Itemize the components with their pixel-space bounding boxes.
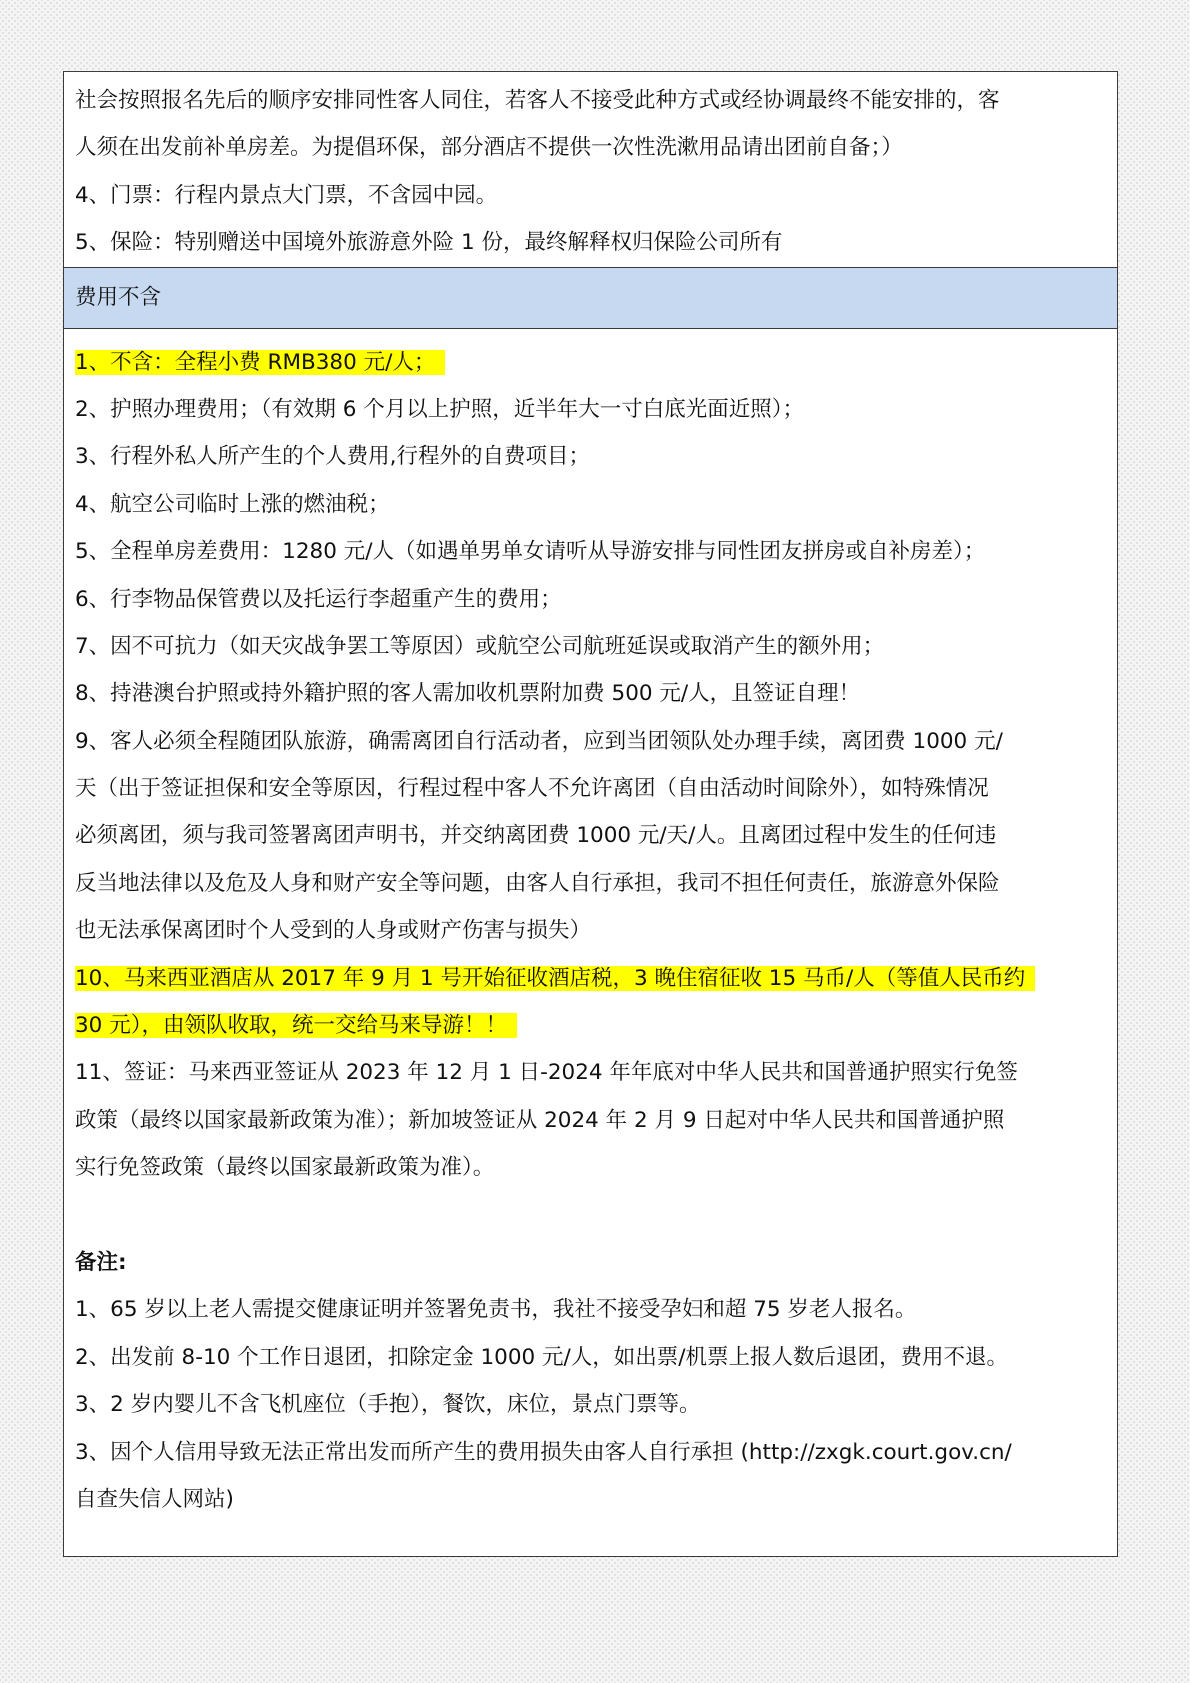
included-section [64, 72, 1117, 267]
excluded-item-8: 8、持港澳台护照或持外籍护照的客人需加收机票附加费 500 元/人，且签证自理！ [75, 681, 861, 707]
excluded-header: 费用不含 [75, 284, 162, 310]
highlighted-text: 1、不含：全程小费 RMB380 元/人； [75, 350, 445, 375]
excluded-item-3: 3、行程外私人所产生的个人费用,行程外的自费项目； [75, 444, 591, 470]
excluded-item-9-line-4: 反当地法律以及危及人身和财产安全等问题，由客人自行承担，我司不担任何责任，旅游意外保险 [75, 870, 1000, 896]
included-line-4: 5、保险：特别赠送中国境外旅游意外险 1 份，最终解释权归保险公司所有 [75, 230, 783, 256]
notes-title: 备注: [75, 1249, 127, 1275]
note-item-3: 3、2 岁内婴儿不含飞机座位（手抱），餐饮，床位，景点门票等。 [75, 1392, 701, 1418]
note-item-1: 1、65 岁以上老人需提交健康证明并签署免责书，我社不接受孕妇和超 75 岁老人报名。 [75, 1297, 917, 1323]
excluded-item-9-line-5: 也无法承保离团时个人受到的人身或财产伤害与损失） [75, 918, 592, 944]
excluded-item-9-line-2: 天（出于签证担保和安全等原因，行程过程中客人不允许离团（自由活动时间除外），如特殊情况 [75, 776, 989, 802]
excluded-item-11-line-2: 政策（最终以国家最新政策为准）；新加坡签证从 2024 年 2 月 9 日起对中华人民共和国普通护照 [75, 1107, 1005, 1133]
document-page [63, 71, 1118, 1557]
excluded-item-7: 7、因不可抗力（如天灾战争罢工等原因）或航空公司航班延误或取消产生的额外用； [75, 633, 885, 659]
included-line-3: 4、门票：行程内景点大门票，不含园中园。 [75, 182, 498, 208]
excluded-section [64, 329, 1117, 1524]
excluded-item-4: 4、航空公司临时上涨的燃油税； [75, 491, 390, 517]
excluded-item-1 [75, 339, 1106, 386]
excluded-item-10-line-2 [75, 1002, 1106, 1049]
excluded-item-2: 2、护照办理费用；（有效期 6 个月以上护照，近半年大一寸白底光面近照）； [75, 396, 805, 422]
included-line-2: 人须在出发前补单房差。为提倡环保，部分酒店不提供一次性洗漱用品请出团前自备；） [75, 135, 903, 161]
included-line-1: 社会按照报名先后的顺序安排同性客人同住，若客人不接受此种方式或经协调最终不能安排的，客 [75, 88, 1000, 113]
excluded-item-10-line-1 [75, 955, 1106, 1002]
highlighted-text: 10、马来西亚酒店从 2017 年 9 月 1 号开始征收酒店税，3 晚住宿征收 15 马币/人（等值人民币约 [75, 966, 1035, 991]
note-item-4-line-2: 自查失信人网站) [75, 1486, 234, 1512]
excluded-item-9-line-3: 必须离团，须与我司签署离团声明书，并交纳离团费 1000 元/天/人。且离团过程中发生的任何违 [75, 823, 997, 849]
excluded-item-9-line-1: 9、客人必须全程随团队旅游，确需离团自行活动者，应到当团领队处办理手续，离团费 1000 元/ [75, 728, 1003, 754]
highlighted-text: 30 元），由领队收取，统一交给马来导游！！ [75, 1013, 517, 1038]
excluded-item-11-line-3: 实行免签政策（最终以国家最新政策为准）。 [75, 1155, 495, 1181]
excluded-item-11-line-1: 11、签证：马来西亚签证从 2023 年 12 月 1 日-2024 年年底对中华人民共和国普通护照实行免签 [75, 1060, 1018, 1086]
blank-line [75, 1192, 1106, 1239]
note-item-2: 2、出发前 8-10 个工作日退团，扣除定金 1000 元/人，如出票/机票上报人数后退团，费用不退。 [75, 1344, 1009, 1370]
excluded-item-5: 5、全程单房差费用：1280 元/人（如遇单男单女请听从导游安排与同性团友拼房或自补房差）； [75, 539, 986, 565]
note-item-4-line-1: 3、因个人信用导致无法正常出发而所产生的费用损失由客人自行承担 (http://zxgk.court.gov.cn/ [75, 1439, 1012, 1465]
excluded-header-row [64, 267, 1117, 329]
excluded-item-6: 6、行李物品保管费以及托运行李超重产生的费用； [75, 586, 562, 612]
